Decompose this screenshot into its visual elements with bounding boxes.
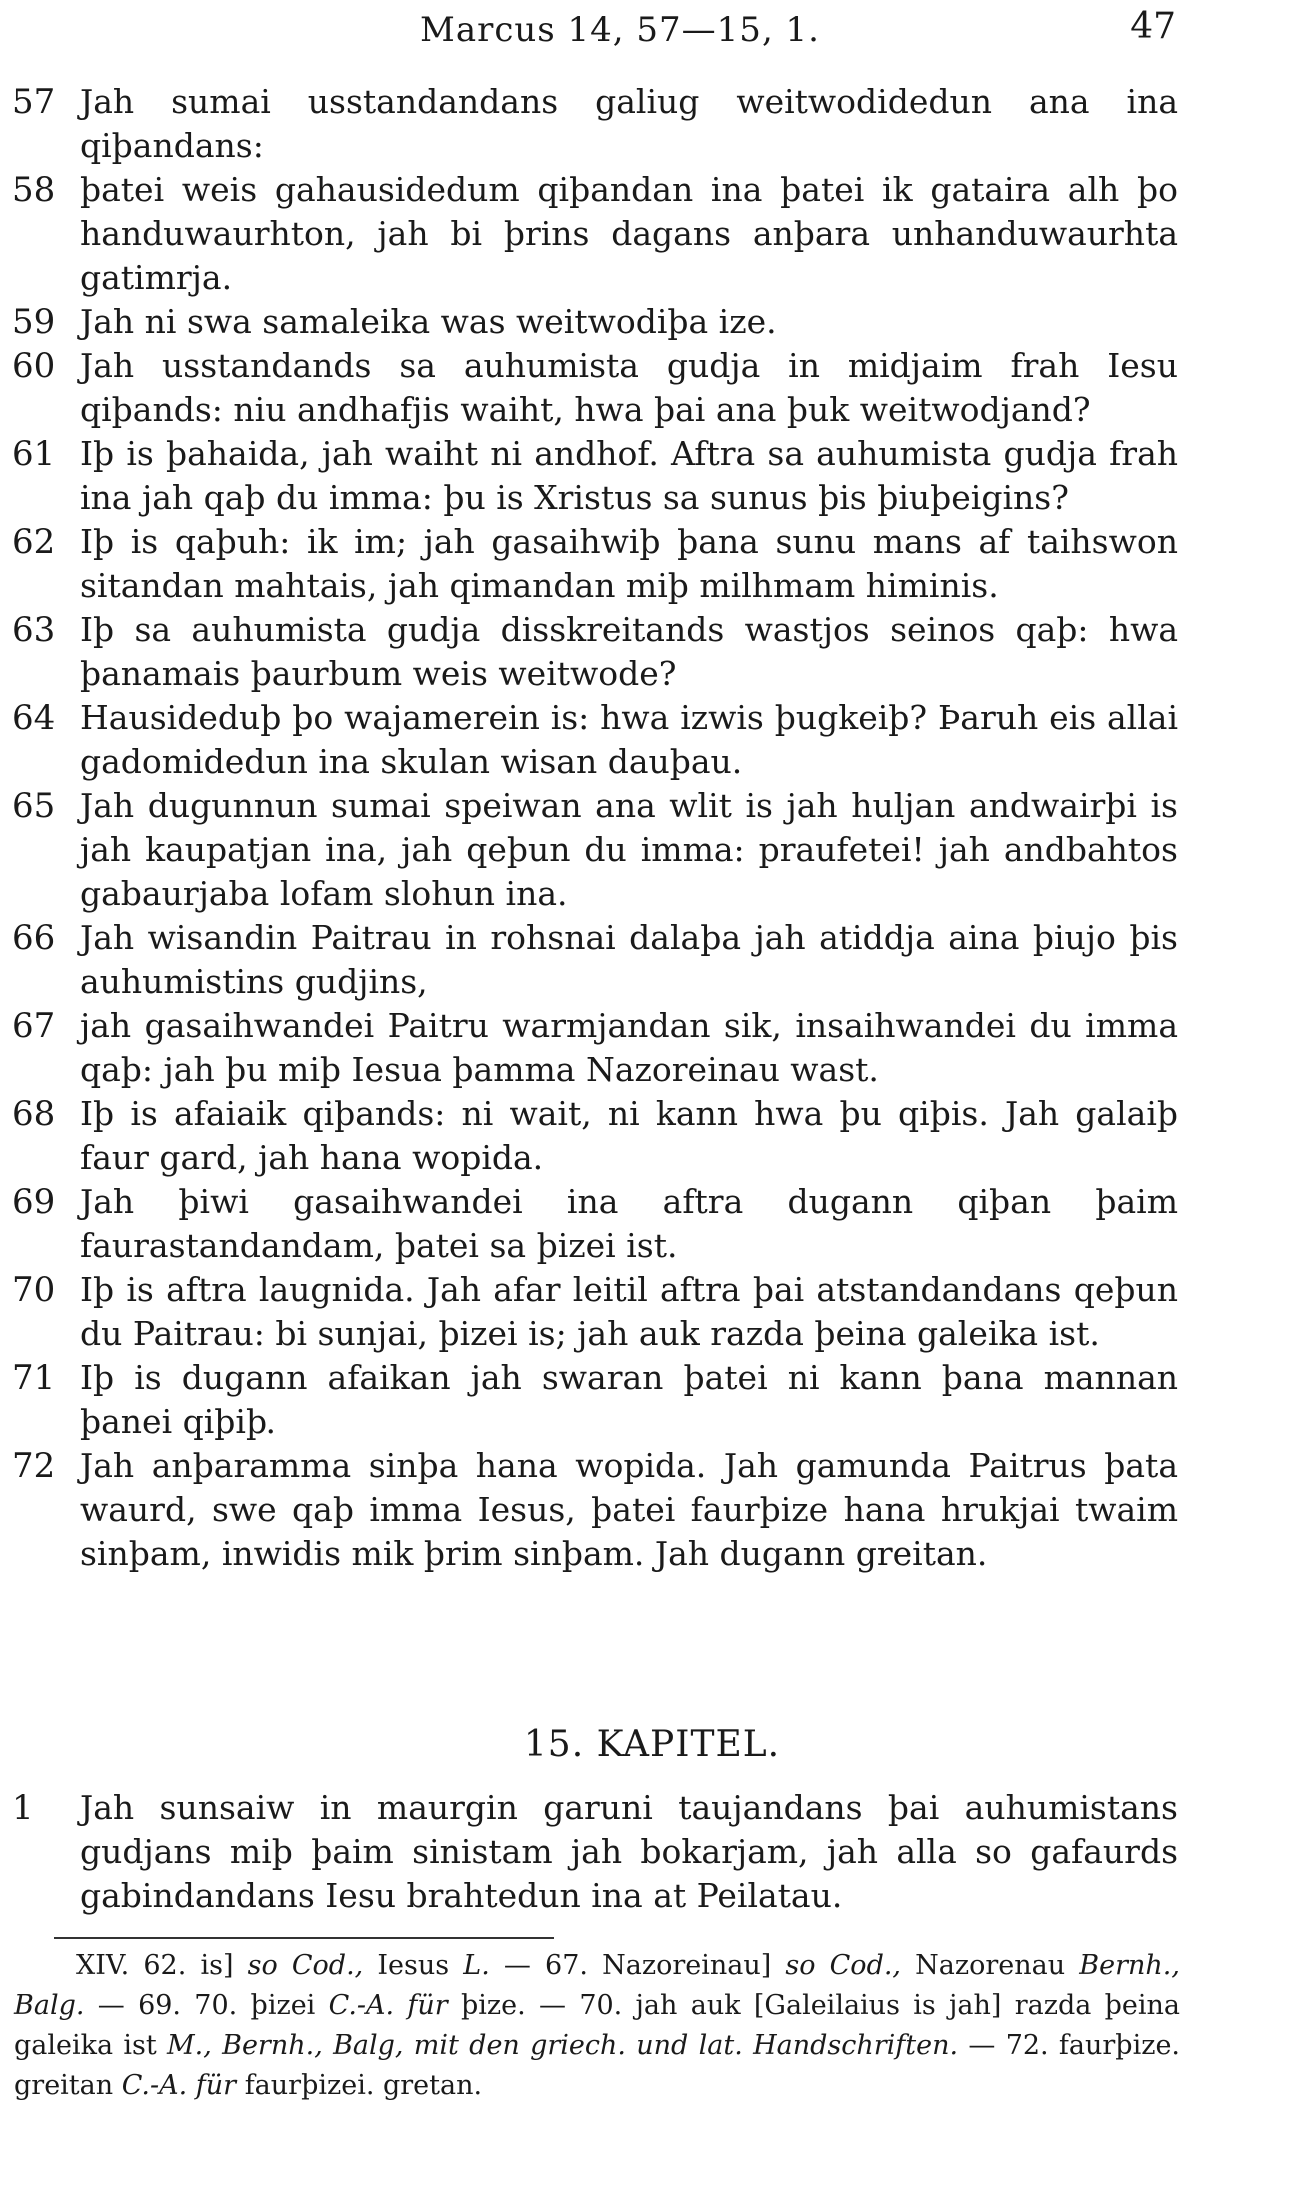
chapter-14-verses [0, 80, 1304, 1576]
verse-text: Jah sumai usstandandans galiug weitwodidedun ana ina qiþandans: [80, 82, 1178, 165]
verse-text: Iþ is aftra laugnida. Jah afar leitil aftra þai atstandandans qeþun du Paitrau: bi sunjai, þizei is; jah auk razda þeina galeika ist. [80, 1270, 1178, 1353]
verse-number: 67 [12, 1006, 56, 1046]
verse-text: Iþ is dugann afaikan jah swaran þatei ni kann þana mannan þanei qiþiþ. [80, 1358, 1178, 1441]
verse-text: Jah ni swa samaleika was weitwodiþa ize. [80, 302, 777, 341]
footnote-text: — 69. 70. þizei [97, 1990, 316, 2021]
verse-72 [0, 1444, 1178, 1576]
verse-number: 60 [12, 346, 56, 386]
verse-text: Jah sunsaiw in maurgin garuni taujandans þai auhumistans gudjans miþ þaim sinistam jah bokarjam, jah alla so gafaurds gabindandans Iesu brahtedun ina at Peilatau. [80, 1788, 1178, 1915]
footnote-text: Iesus [377, 1950, 450, 1981]
chapter-15-verses [0, 1786, 1304, 1918]
verse-number: 69 [12, 1182, 56, 1222]
verse-64 [0, 696, 1178, 784]
verse-71 [0, 1356, 1178, 1444]
verse-62 [0, 520, 1178, 608]
page-number: 47 [1130, 6, 1176, 47]
verse-text: Jah dugunnun sumai speiwan ana wlit is jah huljan andwairþi is jah kaupatjan ina, jah qeþun du imma: praufetei! jah andbahtos gabaurjaba lofam slohun ina. [80, 786, 1178, 913]
verse-70 [0, 1268, 1178, 1356]
verse-text: jah gasaihwandei Paitru warmjandan sik, insaihwandei du imma qaþ: jah þu miþ Iesua þamma Nazoreinau wast. [80, 1006, 1178, 1089]
footnote-italic: C.-A. für [328, 1990, 448, 2021]
verse-61 [0, 432, 1178, 520]
verse-59 [0, 300, 1178, 344]
verse-68 [0, 1092, 1178, 1180]
footnote-text: — 72. faurþize. greitan [14, 2030, 1181, 2101]
verse-number: 64 [12, 698, 56, 738]
footnote-italic: so Cod., [785, 1950, 902, 1981]
verse-text: Jah usstandands sa auhumista gudja in midjaim frah Iesu qiþands: niu andhafjis waiht, hwa þai ana þuk weitwodjand? [80, 346, 1178, 429]
footnote-text: XIV. 62. is] [76, 1950, 234, 1981]
footnote-italic: C.-A. für [121, 2070, 237, 2101]
verse-text: Iþ is afaiaik qiþands: ni wait, ni kann hwa þu qiþis. Jah galaiþ faur gard, jah hana wopida. [80, 1094, 1178, 1177]
chapter-heading: 15. KAPITEL. [523, 1724, 781, 1765]
verse-text: Jah wisandin Paitrau in rohsnai dalaþa jah atiddja aina þiujo þis auhumistins gudjins, [80, 918, 1178, 1001]
verse-number: 66 [12, 918, 56, 958]
verse-text: Iþ is qaþuh: ik im; jah gasaihwiþ þana sunu mans af taihswon sitandan mahtais, jah qimandan miþ milhmam himinis. [80, 522, 1178, 605]
verse-text: Hausideduþ þo wajamerein is: hwa izwis þugkeiþ? Þaruh eis allai gadomidedun ina skulan wisan dauþau. [80, 698, 1178, 781]
verse-number: 61 [12, 434, 56, 474]
footnote-text: Nazorenau [915, 1950, 1066, 1981]
footnote-italic: L. [463, 1950, 490, 1981]
verse-number: 68 [12, 1094, 56, 1134]
verse-text: Jah anþaramma sinþa hana wopida. Jah gamunda Paitrus þata waurd, swe qaþ imma Iesus, þatei faurþize hana hrukjai twaim sinþam, inwidis mik þrim sinþam. Jah dugann greitan. [80, 1446, 1178, 1573]
verse-number: 72 [12, 1446, 56, 1486]
footnote-italic: so Cod., [247, 1950, 364, 1981]
footnotes [14, 1946, 1180, 2106]
running-head: Marcus 14, 57—15, 1. [420, 10, 820, 50]
footnote-italic: M., Bernh., Balg, mit den griech. und lat. Handschriften. [167, 2030, 959, 2061]
verse-text: Iþ sa auhumista gudja disskreitands wastjos seinos qaþ: hwa þanamais þaurbum weis weitwode? [80, 610, 1178, 693]
verse-text: Jah þiwi gasaihwandei ina aftra dugann qiþan þaim faurastandandam, þatei sa þizei ist. [80, 1182, 1178, 1265]
verse-number: 58 [12, 170, 56, 210]
footnote-divider [54, 1937, 554, 1939]
verse-69 [0, 1180, 1178, 1268]
verse-number: 71 [12, 1358, 56, 1398]
verse-number: 65 [12, 786, 56, 826]
verse-67 [0, 1004, 1178, 1092]
verse-58 [0, 168, 1178, 300]
verse-63 [0, 608, 1178, 696]
footnote-text: faurþizei. gretan. [244, 2070, 483, 2101]
verse-15-1 [0, 1786, 1178, 1918]
verse-number: 63 [12, 610, 56, 650]
verse-number: 59 [12, 302, 56, 342]
verse-text: Iþ is þahaida, jah waiht ni andhof. Aftra sa auhumista gudja frah ina jah qaþ du imma: þu is Xristus sa sunus þis þiuþeigins? [80, 434, 1178, 517]
verse-text: þatei weis gahausidedum qiþandan ina þatei ik gataira alh þo handuwaurhton, jah bi þrins dagans anþara unhanduwaurhta gatimrja. [80, 170, 1178, 297]
verse-number: 62 [12, 522, 56, 562]
footnote-text: þize. — 70. jah auk [Galeilaius is jah] razda þeina galeika ist [14, 1990, 1181, 2061]
footnote-italic: Bernh., Balg. [14, 1950, 1180, 2021]
verse-57 [0, 80, 1178, 168]
verse-66 [0, 916, 1178, 1004]
verse-number: 1 [12, 1788, 34, 1828]
verse-number: 57 [12, 82, 56, 122]
verse-60 [0, 344, 1178, 432]
verse-65 [0, 784, 1178, 916]
footnote-text: — 67. Nazoreinau] [503, 1950, 772, 1981]
page-header [0, 6, 1304, 50]
verse-number: 70 [12, 1270, 56, 1310]
